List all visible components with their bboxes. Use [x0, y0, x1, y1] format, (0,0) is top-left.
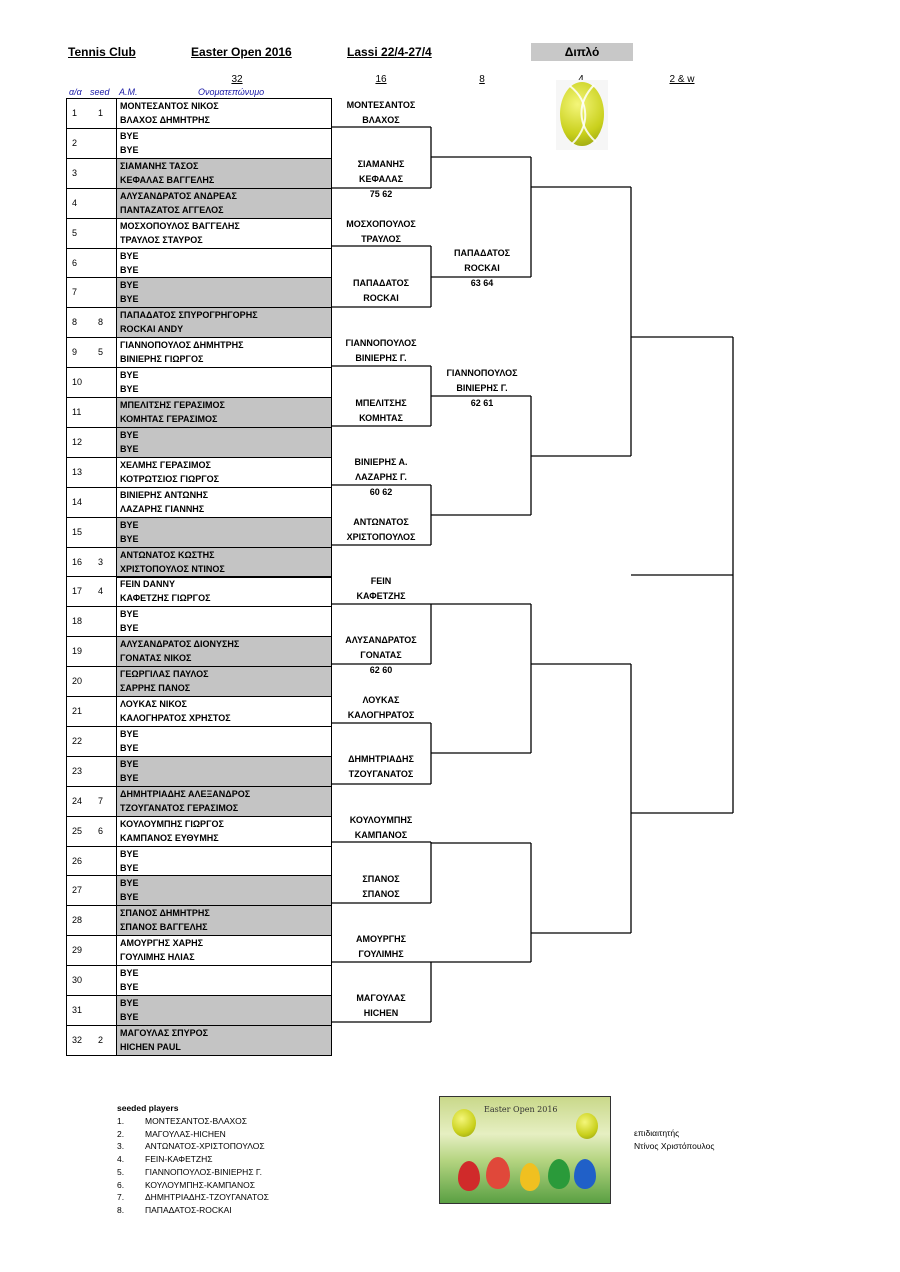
seeded-index: 2.	[117, 1128, 125, 1139]
draw-row-number: 21	[72, 706, 83, 716]
draw-row-number: 30	[72, 975, 83, 986]
round-16-line-b: ΛΑΖΑΡΗΣ Γ.	[355, 472, 407, 482]
seeded-item	[117, 1167, 262, 1177]
player-2-name: BYE	[120, 384, 139, 395]
seeded-index: 3.	[117, 1141, 125, 1152]
final-header: 2 & w	[669, 74, 695, 85]
draw-row-number: 8	[72, 317, 78, 328]
round-16-line-a: ΜΟΝΤΕΣΑΝΤΟΣ	[346, 100, 416, 110]
draw-row-seed: 6	[98, 825, 104, 836]
draw-row-seed: 4	[98, 586, 104, 597]
round-16-line-a: ΑΛΥΣΑΝΔΡΑΤΟΣ	[345, 635, 417, 645]
col-name: Ονοματεπώνυμο	[198, 87, 265, 97]
player-1-name: BYE	[120, 968, 139, 979]
round-16-line-b: ΚΑΛΟΓΗΡΑΤΟΣ	[347, 710, 415, 720]
round-16-line-a: ΒΙΝΙΕΡΗΣ Α.	[354, 457, 408, 467]
round-16-line-a: ΣΙΑΜΑΝΗΣ	[357, 159, 405, 169]
draw-row-number: 32	[72, 1034, 83, 1045]
round-16-line-a: ΠΑΠΑΔΑΤΟΣ	[353, 278, 409, 288]
player-1-name: ΓΙΑΝΝΟΠΟΥΛΟΣ ΔΗΜΗΤΡΗΣ	[120, 340, 244, 351]
seeded-item	[117, 1192, 269, 1202]
draw-row-number: 6	[72, 257, 78, 268]
club-title: Tennis Club	[68, 45, 136, 59]
player-1-name: BYE	[120, 280, 139, 291]
player-1-name: ΒΙΝΙΕΡΗΣ ΑΝΤΩΝΗΣ	[120, 489, 209, 500]
seeded-item	[117, 1141, 265, 1151]
round-16-line-a: ΑΜΟΥΡΓΗΣ	[355, 934, 407, 944]
player-1-name: BYE	[120, 728, 139, 739]
draw-row-number: 22	[72, 735, 83, 746]
round-16-line-a: ΚΟΥΛΟΥΜΠΗΣ	[349, 815, 413, 825]
draw-row-number: 7	[72, 287, 78, 298]
draw-row-number: 11	[72, 407, 82, 417]
player-1-name: ΜΑΓΟΥΛΑΣ ΣΠΥΡΟΣ	[120, 1027, 209, 1038]
player-2-name: ΤΡΑΥΛΟΣ ΣΤΑΥΡΟΣ	[120, 234, 203, 245]
poster-title: Easter Open 2016	[484, 1105, 558, 1114]
round-16-line-b: ΚΟΜΗΤΑΣ	[359, 413, 403, 423]
player-1-name: ΑΝΤΩΝΑΤΟΣ ΚΩΣΤΗΣ	[120, 549, 215, 560]
draw-row-number: 13	[72, 466, 83, 477]
round-16-line-b: HICHEN	[363, 1008, 399, 1018]
referee-name: Ντίνος Χριστόπουλος	[634, 1141, 715, 1151]
player-2-name: BYE	[120, 772, 139, 783]
player-1-name: FEIN DANNY	[120, 579, 176, 590]
seeded-pair: ΜΑΓΟΥΛΑΣ-HICHEN	[145, 1128, 226, 1139]
player-1-name: BYE	[120, 609, 139, 620]
player-2-name: ΚΕΦΑΛΑΣ ΒΑΓΓΕΛΗΣ	[120, 174, 215, 185]
round-8-score: 62 61	[470, 398, 494, 408]
round-8-line-a: ΠΑΠΑΔΑΤΟΣ	[454, 248, 510, 258]
player-1-name: BYE	[120, 848, 139, 859]
player-2-name: ΒΛΑΧΟΣ ΔΗΜΗΤΡΗΣ	[120, 115, 210, 125]
draw-row-number: 19	[72, 646, 83, 657]
draw-row-number: 18	[72, 616, 83, 627]
draw-row-number: 12	[72, 436, 83, 447]
player-1-name: ΧΕΛΜΗΣ ΓΕΡΑΣΙΜΟΣ	[120, 459, 211, 470]
draw-row-seed: 8	[98, 317, 104, 328]
player-2-name: BYE	[120, 623, 139, 634]
player-2-name: BYE	[120, 892, 139, 903]
player-1-name: ΓΕΩΡΓΙΛΑΣ ΠΑΥΛΟΣ	[120, 669, 209, 680]
round-16-line-b: ΒΙΝΙΕΡΗΣ Γ.	[355, 353, 407, 363]
player-2-name: ΠΑΝΤΑΖΑΤΟΣ ΑΓΓΕΛΟΣ	[120, 204, 224, 215]
draw-row-number: 4	[72, 197, 78, 208]
player-2-name: HICHEN PAUL	[120, 1041, 181, 1052]
round-16-line-a: 75 62	[369, 189, 393, 199]
player-1-name: BYE	[120, 429, 139, 440]
player-1-name: ΚΟΥΛΟΥΜΠΗΣ ΓΙΩΡΓΟΣ	[120, 818, 224, 829]
seeded-index: 4.	[117, 1154, 125, 1165]
player-2-name: BYE	[120, 443, 139, 454]
round-16-line-a: ΜΠΕΛΙΤΣΗΣ	[355, 398, 407, 408]
draw-row-number: 25	[72, 825, 83, 836]
player-2-name: ΤΖΟΥΓΑΝΑΤΟΣ ΓΕΡΑΣΙΜΟΣ	[120, 802, 239, 813]
seeded-pair: ΔΗΜΗΤΡΙΑΔΗΣ-ΤΖΟΥΓΑΝΑΤΟΣ	[145, 1192, 269, 1203]
seeded-index: 1.	[117, 1116, 125, 1126]
player-1-name: BYE	[120, 998, 139, 1008]
player-2-name: ΛΑΖΑΡΗΣ ΓΙΑΝΝΗΣ	[120, 503, 205, 514]
round-16-line-b: ΚΑΜΠΑΝΟΣ	[354, 830, 408, 840]
player-1-name: ΜΠΕΛΙΤΣΗΣ ΓΕΡΑΣΙΜΟΣ	[120, 400, 225, 410]
seeded-index: 8.	[117, 1204, 125, 1215]
draw-row-seed: 5	[98, 347, 104, 358]
player-1-name: ΑΜΟΥΡΓΗΣ ΧΑΡΗΣ	[120, 938, 203, 949]
round-32-header: 32	[231, 74, 243, 85]
player-2-name: ΚΑΜΠΑΝΟΣ ΕΥΘΥΜΗΣ	[120, 832, 219, 843]
player-1-name: BYE	[120, 370, 139, 381]
col-aa: α/α	[69, 87, 82, 97]
draw-row-number: 3	[72, 167, 78, 178]
easter-poster-image	[439, 1096, 611, 1204]
player-2-name: BYE	[120, 533, 139, 544]
draw-row-number: 20	[72, 676, 83, 687]
draw-row-number: 16	[72, 556, 83, 567]
player-2-name: BYE	[120, 742, 139, 753]
draw-row-number: 26	[72, 855, 83, 866]
draw-row-number: 14	[72, 496, 83, 507]
round-8-line-a: ΓΙΑΝΝΟΠΟΥΛΟΣ	[446, 368, 518, 378]
player-2-name: ΚΑΛΟΓΗΡΑΤΟΣ ΧΡΗΣΤΟΣ	[120, 713, 231, 723]
draw-row-number: 9	[72, 347, 78, 358]
seeded-index: 7.	[117, 1192, 125, 1203]
seeded-item	[117, 1116, 247, 1126]
seeded-pair: ΚΟΥΛΟΥΜΠΗΣ-ΚΑΜΠΑΝΟΣ	[145, 1179, 255, 1190]
seeded-pair: ΠΑΠΑΔΑΤΟΣ-ROCKAI	[145, 1204, 232, 1215]
player-1-name: ΣΙΑΜΑΝΗΣ ΤΑΣΟΣ	[120, 160, 199, 171]
round-8-score: 63 64	[470, 278, 494, 288]
draw-row-seed: 1	[98, 108, 104, 118]
player-1-name: ΑΛΥΣΑΝΔΡΑΤΟΣ ΔΙΟΝΥΣΗΣ	[120, 639, 240, 650]
round-16-line-b: ROCKAI	[363, 293, 399, 303]
seeded-item	[117, 1129, 226, 1139]
seeded-pair: ΑΝΤΩΝΑΤΟΣ-ΧΡΙΣΤΟΠΟΥΛΟΣ	[145, 1141, 265, 1152]
player-2-name: BYE	[120, 264, 139, 275]
player-2-name: BYE	[120, 1012, 139, 1022]
draw-row-number: 15	[72, 526, 83, 537]
round-16-line-a: FEIN	[370, 576, 392, 586]
player-2-name: ΚΑΦΕΤΖΗΣ ΓΙΩΡΓΟΣ	[120, 593, 211, 604]
player-2-name: ΓΟΥΛΙΜΗΣ ΗΛΙΑΣ	[120, 952, 195, 963]
draw-row-number: 1	[72, 108, 78, 118]
player-2-name: ROCKAI ANDY	[120, 324, 184, 335]
player-1-name: ΑΛΥΣΑΝΔΡΑΤΟΣ ΑΝΔΡΕΑΣ	[120, 190, 237, 201]
draw-row-number: 27	[72, 885, 83, 896]
draw-row-seed: 3	[98, 556, 104, 567]
seeded-item	[117, 1154, 213, 1164]
player-2-name: ΣΑΡΡΗΣ ΠΑΝΟΣ	[120, 683, 191, 694]
seeded-pair: ΜΟΝΤΕΣΑΝΤΟΣ-ΒΛΑΧΟΣ	[145, 1116, 248, 1126]
referee-label: επιδιαιτητής	[634, 1128, 680, 1138]
round-16-line-a: 62 60	[369, 665, 393, 675]
col-am: A.M.	[119, 87, 138, 97]
round-16-line-b: ΧΡΙΣΤΟΠΟΥΛΟΣ	[346, 532, 416, 542]
col-seed: seed	[90, 87, 110, 97]
player-2-name: ΣΠΑΝΟΣ ΒΑΓΓΕΛΗΣ	[120, 922, 208, 933]
draw-row-number: 28	[72, 915, 83, 926]
round-16-line-b: ΚΕΦΑΛΑΣ	[358, 174, 404, 184]
player-1-name: BYE	[120, 878, 139, 889]
player-2-name: ΒΙΝΙΕΡΗΣ ΓΙΩΡΓΟΣ	[120, 354, 204, 365]
draw-row-number: 29	[72, 945, 83, 956]
player-1-name: ΔΗΜΗΤΡΙΑΔΗΣ ΑΛΕΞΑΝΔΡΟΣ	[120, 788, 251, 799]
player-1-name: BYE	[120, 758, 139, 769]
round-16-line-a: ΛΟΥΚΑΣ	[362, 695, 400, 705]
category-badge: Διπλό	[531, 43, 633, 61]
round-8-line-b: ΒΙΝΙΕΡΗΣ Γ.	[456, 383, 508, 393]
seeded-title: seeded players	[117, 1103, 179, 1113]
player-2-name: BYE	[120, 144, 139, 155]
round-8-line-b: ROCKAI	[464, 263, 500, 273]
player-1-name: BYE	[120, 250, 139, 261]
round-16-line-b: ΓΟΥΛΙΜΗΣ	[358, 949, 404, 959]
player-1-name: ΜΟΝΤΕΣΑΝΤΟΣ ΝΙΚΟΣ	[120, 101, 219, 111]
player-2-name: BYE	[120, 862, 139, 873]
draw-row-number: 17	[72, 586, 83, 597]
round-16-line-a: ΓΙΑΝΝΟΠΟΥΛΟΣ	[345, 338, 417, 348]
player-2-name: BYE	[120, 982, 139, 993]
round-16-line-b: ΣΠΑΝΟΣ	[362, 889, 400, 899]
place-dates: Lassi 22/4-27/4	[347, 45, 432, 59]
player-1-name: BYE	[120, 130, 139, 141]
player-1-name: ΣΠΑΝΟΣ ΔΗΜΗΤΡΗΣ	[120, 908, 210, 919]
round-16-line-b: ΤΖΟΥΓΑΝΑΤΟΣ	[348, 769, 414, 779]
player-1-name: ΛΟΥΚΑΣ ΝΙΚΟΣ	[120, 699, 187, 709]
draw-row-seed: 2	[98, 1034, 104, 1045]
seeded-pair: ΓΙΑΝΝΟΠΟΥΛΟΣ-ΒΙΝΙΕΡΗΣ Γ.	[145, 1166, 263, 1177]
draw-row-number: 10	[72, 377, 83, 388]
player-2-name: ΧΡΙΣΤΟΠΟΥΛΟΣ ΝΤΙΝΟΣ	[120, 563, 225, 574]
seeded-item	[117, 1180, 255, 1190]
player-2-name: ΚΟΤΡΩΤΣΙΟΣ ΓΙΩΡΓΟΣ	[120, 473, 220, 484]
round-16-line-b: ΤΡΑΥΛΟΣ	[361, 234, 401, 244]
draw-row-number: 5	[72, 227, 78, 238]
draw-row-number: 23	[72, 765, 83, 776]
player-1-name: BYE	[120, 519, 139, 530]
round-16-line-a: 60 62	[369, 487, 393, 497]
round-16-header: 16	[375, 74, 387, 85]
round-8-header: 8	[479, 74, 485, 85]
seeded-index: 6.	[117, 1179, 125, 1190]
seeded-pair: FEIN-ΚΑΦΕΤΖΗΣ	[145, 1154, 213, 1165]
round-16-line-a: ΜΑΓΟΥΛΑΣ	[356, 993, 406, 1003]
round-16-line-a: ΔΗΜΗΤΡΙΑΔΗΣ	[348, 754, 414, 764]
event-title: Easter Open 2016	[191, 45, 292, 59]
round-16-line-a: ΣΠΑΝΟΣ	[362, 874, 400, 884]
draw-row-seed: 7	[98, 795, 104, 806]
player-1-name: ΠΑΠΑΔΑΤΟΣ ΣΠΥΡΟΓΡΗΓΟΡΗΣ	[120, 310, 258, 321]
seeded-item	[117, 1205, 232, 1215]
draw-row-number: 31	[72, 1005, 83, 1015]
player-1-name: ΜΟΣΧΟΠΟΥΛΟΣ ΒΑΓΓΕΛΗΣ	[120, 220, 240, 231]
round-16-line-b: ΓΟΝΑΤΑΣ	[360, 650, 402, 660]
round-16-line-a: ΜΟΣΧΟΠΟΥΛΟΣ	[346, 219, 416, 229]
seeded-index: 5.	[117, 1166, 125, 1177]
draw-row-number: 2	[72, 137, 78, 148]
round-16-line-a: ΑΝΤΩΝΑΤΟΣ	[353, 517, 409, 527]
player-2-name: ΚΟΜΗΤΑΣ ΓΕΡΑΣΙΜΟΣ	[120, 414, 218, 424]
round-16-line-b: ΒΛΑΧΟΣ	[362, 115, 400, 125]
round-16-line-b: ΚΑΦΕΤΖΗΣ	[356, 591, 406, 601]
draw-row-number: 24	[72, 795, 83, 806]
player-2-name: BYE	[120, 294, 139, 305]
player-2-name: ΓΟΝΑΤΑΣ ΝΙΚΟΣ	[120, 653, 192, 664]
